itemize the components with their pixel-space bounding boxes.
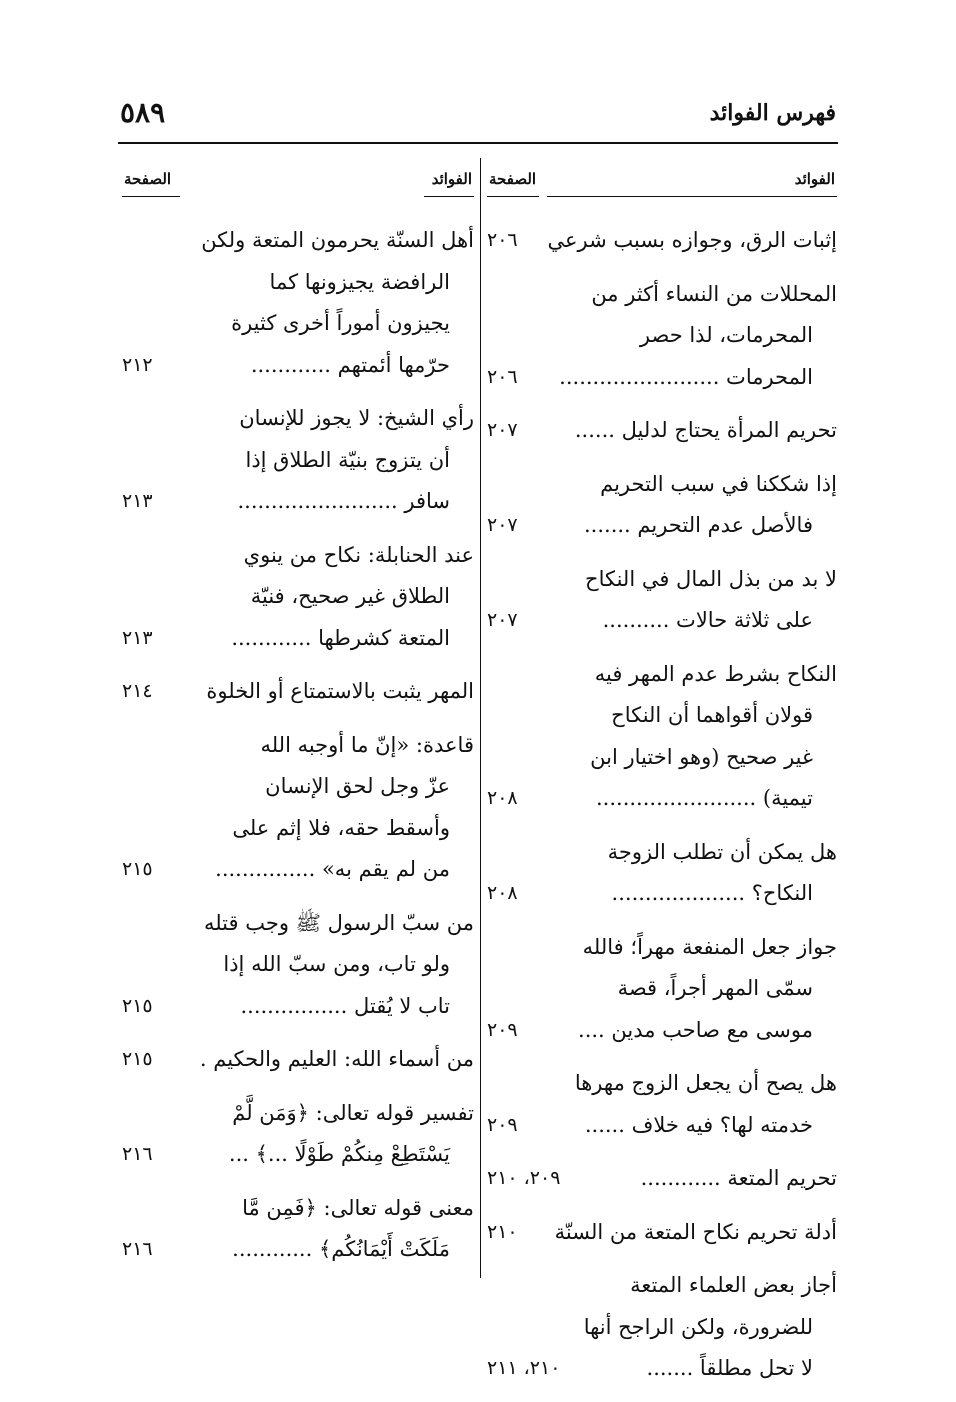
index-entry	[487, 832, 837, 915]
entry-page-number: ٢٠٨	[487, 882, 518, 904]
entry-text-line: المحللات من النساء أكثر من	[591, 281, 837, 306]
entry-text-line: للضرورة، ولكن الراجح أنها	[583, 1314, 813, 1339]
entry-page-number: ٢٠٩	[487, 1113, 518, 1136]
entry-text-line: يجيزون أموراً أخرى كثيرة	[231, 311, 450, 335]
entry-text-line: الرافضة يجيزونها كما	[269, 269, 450, 294]
entry-text-line: إذا شككنا في سبب التحريم	[600, 471, 837, 496]
column-header-page: الصفحة	[124, 170, 172, 188]
index-entry	[487, 220, 837, 262]
entry-text-line: تيمية) ........................	[596, 786, 813, 810]
header-underline	[122, 196, 180, 197]
entry-text-line: ولو تاب، ومن سبّ الله إذا	[223, 952, 450, 976]
entry-list	[122, 220, 474, 1271]
index-entry	[487, 654, 837, 820]
entry-page-number: ٢١٠	[487, 1220, 518, 1243]
entry-page-number: ٢٠٦	[487, 365, 518, 388]
entry-text-line: الطلاق غير صحيح، فنيّة	[250, 584, 450, 608]
entry-page-number: ٢١٥	[122, 858, 153, 880]
index-entry	[122, 1093, 474, 1176]
entry-page-number: ٢١٦	[122, 1143, 153, 1165]
entry-text-line: قاعدة: «إنّ ما أوجبه الله	[260, 732, 474, 757]
index-entry	[122, 725, 474, 891]
index-entry	[487, 1063, 837, 1146]
column-header	[487, 160, 837, 194]
index-column-right	[487, 160, 837, 1402]
entry-text-line: من لم يقم به» ...............	[215, 857, 450, 881]
entry-page-number: ٢٠٩	[487, 1018, 518, 1041]
index-entry	[122, 220, 474, 386]
entry-text-line: أدلة تحريم نكاح المتعة من السنّة	[554, 1219, 837, 1244]
header-underline	[547, 196, 837, 197]
entry-page-number: ٢١٢	[122, 353, 153, 376]
page-number: ٥٨٩	[120, 96, 166, 129]
index-entry	[487, 1265, 837, 1390]
index-entry	[122, 1039, 474, 1081]
entry-text-line: أهل السنّة يحرمون المتعة ولكن	[201, 228, 474, 252]
entry-page-number: ٢٠٨	[487, 787, 518, 809]
index-entry	[122, 398, 474, 523]
header-underline	[487, 196, 539, 197]
index-entry	[487, 559, 837, 642]
index-entry	[487, 927, 837, 1052]
column-header-page: الصفحة	[489, 170, 537, 188]
entry-page-number: ٢٠٦	[487, 229, 518, 251]
entry-page-number: ٢١٥	[122, 994, 153, 1017]
column-divider	[480, 158, 481, 1278]
entry-page-number: ٢٠٧	[487, 514, 518, 536]
entry-page-number: ٢١٦	[122, 1238, 153, 1260]
entry-page-number: ٢١٠، ٢١١	[487, 1357, 561, 1379]
entry-text-line: النكاح بشرط عدم المهر فيه	[594, 661, 837, 686]
entry-page-number: ٢١٥	[122, 1048, 153, 1070]
entry-text-line: النكاح؟ ....................	[611, 881, 813, 905]
header-rule	[118, 142, 838, 144]
entry-text-line: من أسماء الله: العليم والحكيم .	[199, 1047, 474, 1071]
entry-text-line: لا بد من بذل المال في النكاح	[585, 566, 837, 591]
entry-text-line: تاب لا يُقتل ................	[240, 993, 450, 1018]
entry-text-line: تحريم المتعة ............	[640, 1166, 837, 1190]
entry-text-line: موسى مع صاحب مدين ....	[578, 1017, 813, 1042]
entry-text-line: عند الحنابلة: نكاح من ينوي	[243, 542, 474, 567]
entry-text-line: لا تحل مطلقاً .......	[646, 1356, 813, 1380]
index-column-left	[122, 160, 474, 1283]
index-entry	[487, 1158, 837, 1200]
entry-text-line: من سبّ الرسول ﷺ وجب قتله	[203, 910, 474, 935]
entry-text-line: رأي الشيخ: لا يجوز للإنسان	[239, 406, 474, 430]
entry-page-number: ٢٠٩، ٢١٠	[487, 1167, 561, 1189]
entry-text-line: معنى قوله تعالى: ﴿فَمِن مَّا	[242, 1195, 474, 1220]
index-entry	[487, 274, 837, 399]
book-title: فهرس الفوائد	[709, 100, 836, 126]
index-entry	[487, 1212, 837, 1254]
entry-text-line: المحرمات ........................	[559, 364, 813, 389]
entry-text-line: يَسْتَطِعْ مِنكُمْ طَوْلًا ...﴾ ...	[228, 1142, 450, 1166]
entry-text-line: سمّى المهر أجراً، قصة	[617, 976, 813, 1000]
entry-text-line: أن يتزوج بنيّة الطلاق إذا	[245, 447, 450, 472]
entry-text-line: المتعة كشرطها ............	[231, 625, 450, 650]
entry-text-line: عزّ وجل لحق الإنسان	[265, 774, 450, 798]
entry-text-line: أجاز بعض العلماء المتعة	[630, 1273, 837, 1297]
column-header-fawaid: الفوائد	[794, 170, 835, 188]
entry-list	[487, 220, 837, 1390]
column-header	[122, 160, 474, 194]
column-header-fawaid: الفوائد	[431, 170, 472, 188]
entry-text-line: إثبات الرق، وجوازه بسبب شرعي	[547, 228, 837, 252]
index-entry	[122, 903, 474, 1028]
index-entry	[122, 535, 474, 660]
index-entry	[122, 671, 474, 713]
entry-page-number: ٢٠٧	[487, 609, 518, 631]
entry-text-line: هل يصح أن يجعل الزوج مهرها	[574, 1071, 837, 1095]
entry-text-line: غير صحيح (وهو اختيار ابن	[590, 744, 813, 769]
entry-text-line: على ثلاثة حالات ..........	[602, 608, 813, 632]
entry-text-line: تحريم المرأة يحتاج لدليل ......	[574, 418, 837, 442]
header-underline	[424, 196, 474, 197]
entry-page-number: ٢٠٧	[487, 419, 518, 441]
entry-text-line: المحرمات، لذا حصر	[639, 323, 813, 347]
entry-page-number: ٢١٣	[122, 626, 153, 649]
index-entry	[487, 464, 837, 547]
entry-text-line: حرّمها أئمتهم ............	[250, 352, 450, 377]
entry-text-line: تفسير قوله تعالى: ﴿وَمَن لَّمْ	[232, 1100, 474, 1125]
entry-text-line: مَلَكَتْ أَيْمَانُكُم﴾ ............	[232, 1237, 450, 1261]
entry-text-line: سافر ........................	[237, 489, 450, 513]
entry-page-number: ٢١٣	[122, 490, 153, 512]
entry-text-line: خدمته لها؟ فيه خلاف ......	[584, 1112, 813, 1137]
index-entry	[487, 410, 837, 452]
entry-page-number: ٢١٤	[122, 680, 153, 702]
index-entry	[122, 1188, 474, 1271]
entry-text-line: قولان أقواهما أن النكاح	[611, 703, 813, 727]
entry-text-line: المهر يثبت بالاستمتاع أو الخلوة	[206, 679, 474, 703]
entry-text-line: جواز جعل المنفعة مهراً؛ فالله	[582, 934, 837, 959]
entry-text-line: هل يمكن أن تطلب الزوجة	[607, 839, 837, 864]
running-header	[120, 96, 836, 136]
entry-text-line: فالأصل عدم التحريم .......	[584, 513, 813, 537]
entry-text-line: وأسقط حقه، فلا إثم على	[232, 815, 450, 840]
